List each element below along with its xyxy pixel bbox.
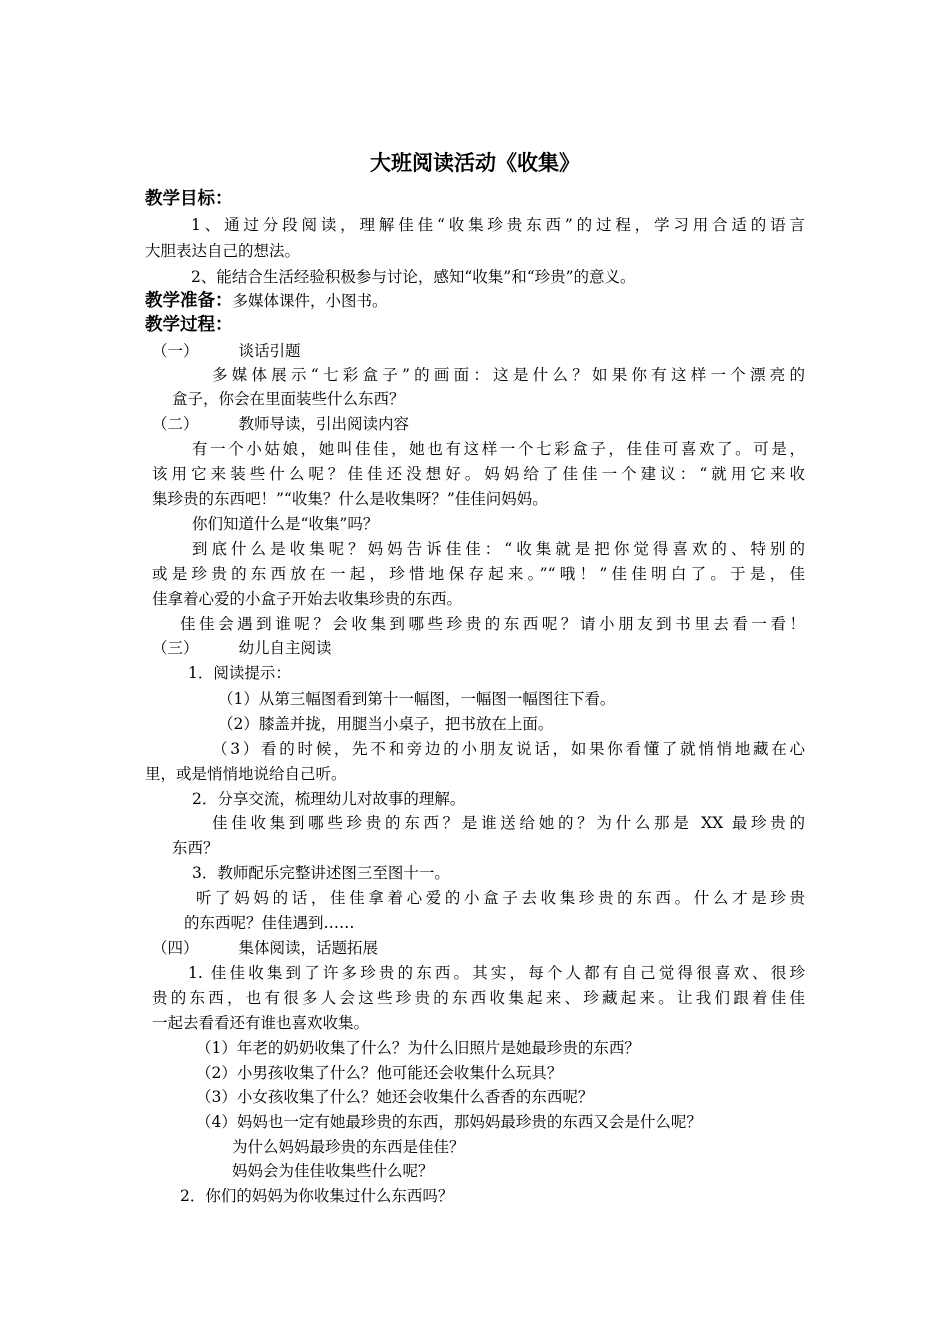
part2-heading <box>152 413 409 435</box>
part2-line: 到底什么是收集呢？妈妈告诉佳佳：“收集就是把你觉得喜欢的、特别的 <box>192 540 805 558</box>
part2-line: 佳佳会遇到谁呢？会收集到哪些珍贵的东西呢？请小朋友到书里去看一看！ <box>180 615 805 633</box>
part4-line: 为什么妈妈最珍贵的东西是佳佳？ <box>232 1138 465 1156</box>
part3-line: 2．分享交流，梳理幼儿对故事的理解。 <box>192 790 466 808</box>
part3-line: 听了妈妈的话，佳佳拿着心爱的小盒子去收集珍贵的东西。什么才是珍贵 <box>196 889 805 907</box>
process-heading: 教学过程： <box>145 315 233 335</box>
prep-line <box>145 290 388 312</box>
part2-line: 该用它来装些什么呢？佳佳还没想好。妈妈给了佳佳一个建议：“就用它来收 <box>152 465 805 483</box>
part4-line: 一起去看看还有谁也喜欢收集。 <box>152 1014 370 1032</box>
prep-heading: 教学准备： <box>145 291 233 311</box>
part4-line: （4）妈妈也一定有她最珍贵的东西，那妈妈最珍贵的东西又会是什么呢？ <box>196 1113 702 1131</box>
part4-title: 集体阅读，话题拓展 <box>238 939 379 957</box>
part2-line: 或是珍贵的东西放在一起，珍惜地保存起来。”“哦！”佳佳明白了。于是，佳 <box>152 565 805 583</box>
part3-line: （2）膝盖并拢，用腿当小桌子，把书放在上面。 <box>218 715 554 733</box>
document-title: 大班阅读活动《收集》 <box>370 150 580 175</box>
part3-line: （1）从第三幅图看到第十一幅图，一幅图一幅图往下看。 <box>218 690 616 708</box>
part3-line: 1．阅读提示： <box>188 664 291 682</box>
part2-line: 你们知道什么是“收集”吗？ <box>192 515 379 533</box>
part2-title: 教师导读，引出阅读内容 <box>238 415 410 433</box>
part4-line: （2）小男孩收集了什么？他可能还会收集什么玩具？ <box>196 1064 563 1082</box>
part1-line: 多媒体展示“七彩盒子”的画面：这是什么？如果你有这样一个漂亮的 <box>212 366 805 384</box>
part3-line: 东西？ <box>172 839 219 857</box>
part3-line: 3．教师配乐完整讲述图三至图十一。 <box>192 864 450 882</box>
goals-heading: 教学目标： <box>145 189 233 209</box>
part2-line: 有一个小姑娘，她叫佳佳，她也有这样一个七彩盒子，佳佳可喜欢了。可是， <box>192 440 805 458</box>
goal-line: 1、通过分段阅读，理解佳佳“收集珍贵东西”的过程，学习用合适的语言 <box>191 216 805 234</box>
part4-line: 妈妈会为佳佳收集些什么呢？ <box>232 1162 434 1180</box>
part1-line: 盒子，你会在里面装些什么东西？ <box>172 390 405 408</box>
prep-text: 多媒体课件，小图书。 <box>232 292 388 310</box>
part3-number: （三） <box>152 639 199 657</box>
part3-title: 幼儿自主阅读 <box>238 639 332 657</box>
part2-line: 佳拿着心爱的小盒子开始去收集珍贵的东西。 <box>152 590 463 608</box>
part1-heading <box>152 340 301 362</box>
part4-number: （四） <box>152 939 199 957</box>
part4-line: 2．你们的妈妈为你收集过什么东西吗？ <box>180 1187 454 1205</box>
part3-line: 的东西呢？佳佳遇到…… <box>184 914 355 932</box>
part2-number: （二） <box>152 415 199 433</box>
part3-line: 里，或是悄悄地说给自己听。 <box>145 765 347 783</box>
part3-line: 佳佳收集到哪些珍贵的东西？是谁送给她的？为什么那是 XX 最珍贵的 <box>212 814 805 832</box>
part4-line: 1. 佳佳收集到了许多珍贵的东西。其实，每个人都有自己觉得很喜欢、很珍 <box>188 964 805 982</box>
part2-line: 集珍贵的东西吧！”“收集？什么是收集呀？”佳佳问妈妈。 <box>152 490 548 508</box>
part1-title: 谈话引题 <box>238 342 301 360</box>
goal-line: 大胆表达自己的想法。 <box>145 242 301 260</box>
part4-line: （1）年老的奶奶收集了什么？为什么旧照片是她最珍贵的东西？ <box>196 1039 640 1057</box>
part4-line: （3）小女孩收集了什么？她还会收集什么香香的东西呢？ <box>196 1088 594 1106</box>
part4-line: 贵的东西，也有很多人会这些珍贵的东西收集起来、珍藏起来。让我们跟着佳佳 <box>152 989 805 1007</box>
part3-heading <box>152 637 332 659</box>
part4-heading <box>152 937 378 959</box>
goal-line: 2、能结合生活经验积极参与讨论，感知“收集”和“珍贵”的意义。 <box>191 268 636 286</box>
part1-number: （一） <box>152 342 199 360</box>
part3-line: （3）看的时候，先不和旁边的小朋友说话，如果你看懂了就悄悄地藏在心 <box>212 740 805 758</box>
